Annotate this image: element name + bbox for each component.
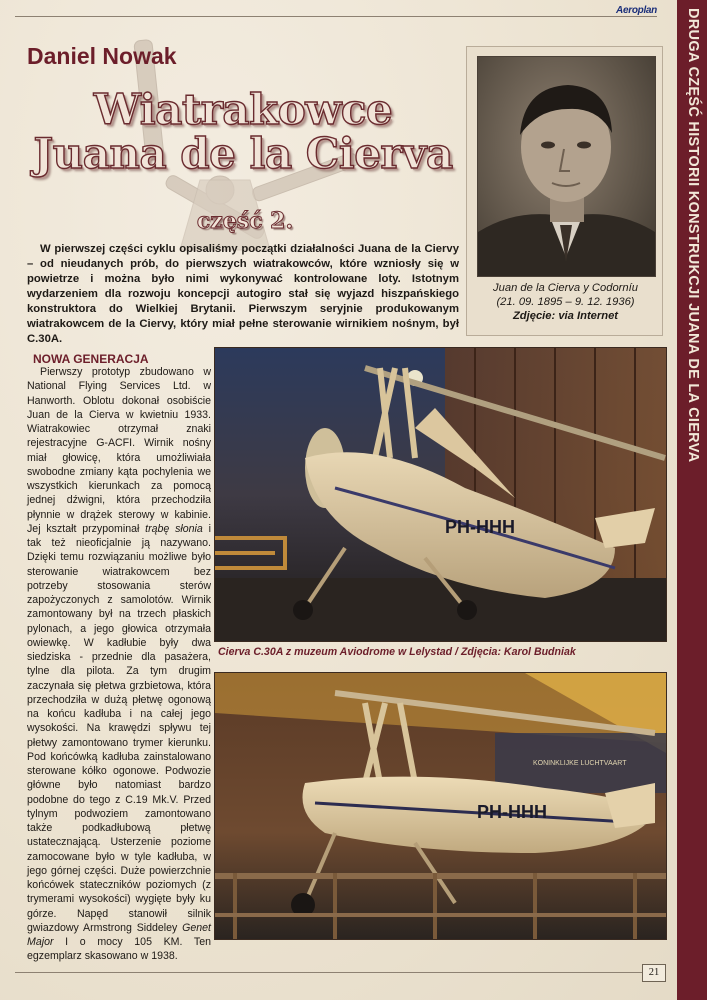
portrait-caption-dates: (21. 09. 1895 – 9. 12. 1936) — [496, 296, 635, 308]
header-rule — [15, 16, 657, 17]
footer-rule — [15, 972, 659, 973]
section-heading: NOWA GENERACJA — [33, 352, 149, 366]
side-banner — [677, 0, 707, 1000]
portrait-caption-name: Juan de la Cierva y Codorníu — [493, 282, 638, 294]
article-subtitle: część 2. — [196, 208, 294, 234]
portrait-figure — [478, 57, 655, 276]
portrait-credit: Zdjęcie: via Internet — [512, 310, 619, 322]
body-text-part-3: I o mocy 105 KM. Ten egzemplarz skasowano w 1938. — [27, 936, 211, 963]
body-text-part-2: i tak też nieoficjalnie ją nazywano. Dzięki temu rozwiązaniu możliwe było sterowanie wiatrakowcem bez potrzeby stosowania sterów zapożyczonych z samolotów. Wirnik zamontowany był na trzech płaskich pylonach, a jego głowica otrzymała owiewkę. W kadłubie były dwa siedziska - przednie dla pasażera, tylne dla pilota. Za tym drugim zaczynała się płetwa grzbietowa, która przechodziła w dużą płetwę ogonową na końcu kadłuba i na całej jego wysokości. Na krawędzi spływu tej płetwy zamontowano trymer kierunku. Pod końcówką kadłuba zainstalowano sterowane kółko ogonowe. Podwozie główne było natomiast bardzo podobne do tego z C.19 Mk.V. Przed tylnym podwoziem zamontowano także podkadłubową płetwę ustatecznającą. Usterzenie poziome zamocowane było w tyle kadłuba, w jego górnej części. Duże powierzchnie końcówek stateczników poziomych (z trymerami wysokości) wygięte były ku górze. Napęd stanowił silnik gwiazdowy Armstrong Siddeley — [27, 522, 211, 934]
body-text-italic-1: trąbę słonia — [145, 522, 203, 535]
lead-paragraph: W pierwszej części cyklu opisaliśmy początki działalności Juana de la Ciervy – od nieudanych prób, do pierwszych wiatrakowców, które wzniosły się w powietrze i można było nimi wykonywać kontrolowane loty. Istotnym wydarzeniem dla rozwoju koncepcji autogiro stał się wyjazd hiszpańskiego konstruktora do Wielkiej Brytanii. Pierwszym seryjnie produkowanym wiatrakowcem de la Ciervy, który miał pełne sterowanie wirnikiem nośnym, był C.30A. — [27, 243, 459, 345]
magazine-logo: Aeroplan — [616, 5, 657, 16]
title-line-2: Juana de la Cierva — [33, 129, 453, 178]
autogyro-photo-2 — [214, 672, 667, 940]
article-title — [28, 85, 458, 178]
photo-caption: Cierva C.30A z muzeum Aviodrome w Lelystad / Zdjęcia: Karol Budniak — [218, 646, 576, 658]
autogyro-photo-2-image — [215, 673, 666, 939]
body-text-italic-2: Genet Major — [27, 921, 211, 948]
page-number: 21 — [642, 964, 666, 982]
body-text-part-1: Pierwszy prototyp zbudowano w National Flying Services Ltd. w Hanworth. Oblotu dokonał osobiście Juan de la Cierva w kwietniu 1933. Wiatrakowiec otrzymał znaki rejestracyjne G-ACFI. Wirnik nośny miał głowicę, która umożliwiała swobodne zmiany kąta pochylenia we wszystkich kierunkach za pomocą jednej dźwigni, która przechodziła płynnie w drążek sterowy w kabinie. Jej kształt przypominał — [27, 366, 211, 535]
side-banner-text: DRUGA CZĘŚĆ HISTORII KONSTRUKCJI JUANA DE LA CIERVA — [685, 8, 701, 463]
photo2-hangar-sign: KONINKLIJKE LUCHTVAART — [533, 760, 627, 767]
portrait-card — [466, 46, 663, 336]
portrait-caption — [471, 281, 660, 323]
body-text — [27, 365, 211, 964]
author-name: Daniel Nowak — [27, 43, 177, 69]
photo1-registration-mark: PH-HHH — [445, 517, 515, 537]
photo2-registration-mark: PH-HHH — [477, 802, 547, 822]
title-line-1: Wiatrakowce — [93, 85, 393, 134]
autogyro-photo-1 — [214, 347, 667, 642]
autogyro-photo-1-image — [215, 348, 666, 641]
portrait-photo — [477, 56, 656, 277]
